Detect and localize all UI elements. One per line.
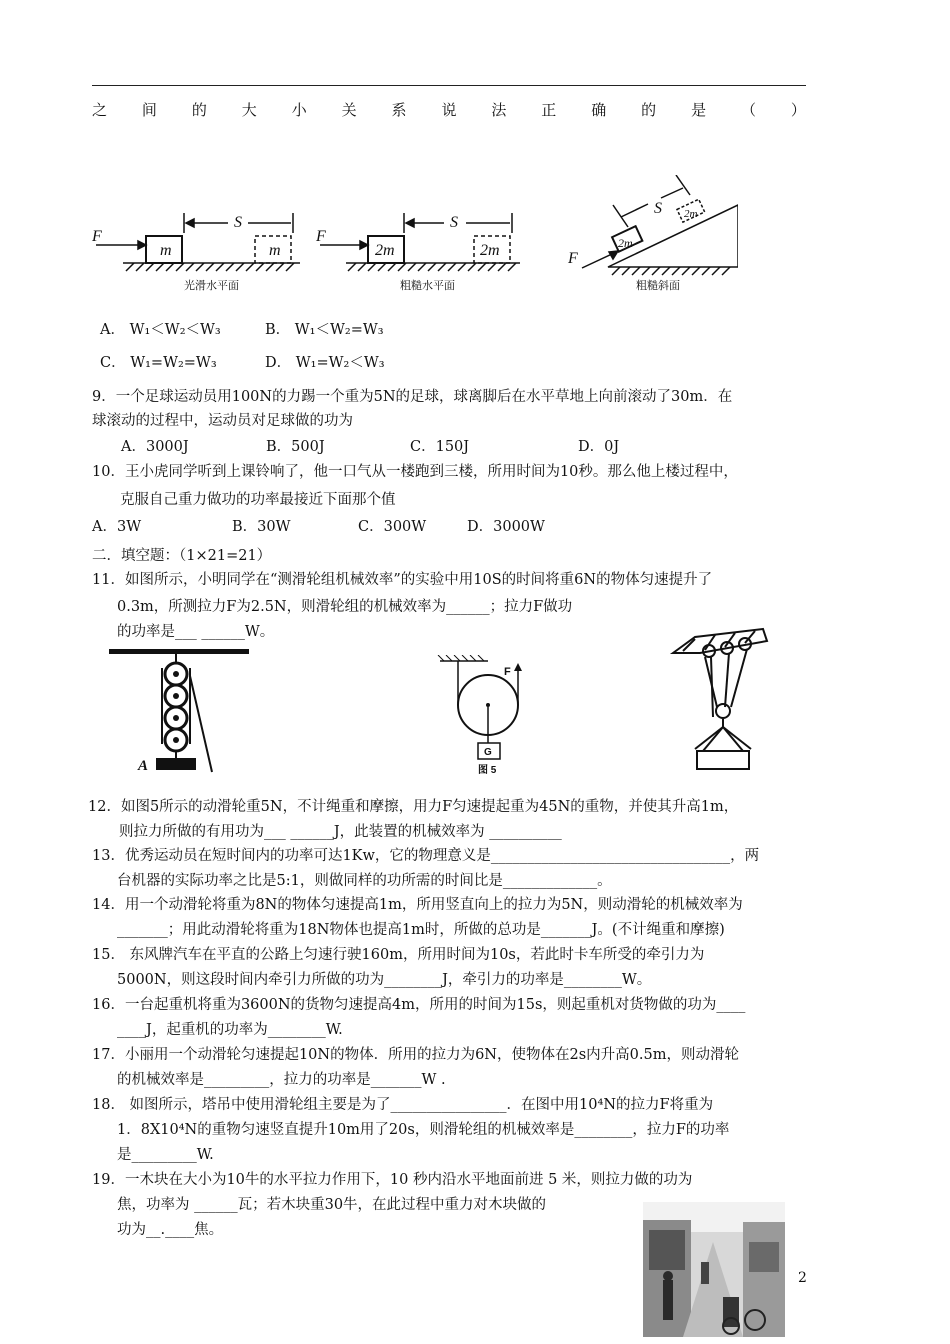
question-8-figure	[88, 175, 738, 295]
q10-option-a: A．3W	[92, 519, 142, 535]
caption-rough: 粗糙水平面	[400, 279, 455, 292]
q18-line-1: 18． 如图所示，塔吊中使用滑轮组主要是为了________________．在图中用10⁴N的拉力F将重为	[92, 1097, 714, 1113]
q19-line-2: 焦，功率为 ______瓦；若木块重30牛，在此过程中重力对木块做的	[117, 1197, 547, 1213]
caption-incline: 粗糙斜面	[636, 279, 680, 292]
q13-line-1: 13．优秀运动员在短时间内的功率可达1Kw，它的物理意义是_________________________________，两	[92, 848, 760, 864]
force-label: F	[92, 228, 102, 245]
q16-line-2: ____J，起重机的功率为________W.	[117, 1022, 343, 1038]
q13-line-2: 台机器的实际功率之比是5:1，则做同样的功所需的时间比是_____________。	[117, 873, 612, 889]
distance-label: S	[234, 214, 242, 231]
q11-line-1: 11．如图所示，小明同学在“测滑轮组机械效率”的实验中用10S的时间将重6N的物体匀速提升了	[92, 572, 713, 588]
q8-option-c: C． W₁=W₂=W₃	[100, 355, 217, 371]
q11-line-3: 的功率是___ ______W。	[117, 624, 275, 640]
force-label-3: F	[568, 250, 578, 267]
q15-line-2: 5000N，则这段时间内牵引力所做的功为________J，牵引力的功率是________W。	[117, 972, 652, 988]
distance-label-3: S	[654, 200, 662, 217]
q9-option-a: A．3000J	[121, 439, 189, 455]
section-2-heading: 二．填空题：（1×21=21）	[92, 548, 272, 564]
street-photo	[643, 1202, 785, 1337]
question-8-continuation: 之 间 的 大 小 关 系 说 法 正 确 的 是 （ ）	[92, 101, 806, 119]
q8-option-a: A． W₁＜W₂＜W₃	[100, 322, 221, 338]
q9-line-1: 9．一个足球运动员用100N的力踢一个重为5N的足球，球离脚后在水平草地上向前滚动了30m．在	[92, 389, 733, 405]
figure-5-movable-pulley	[434, 655, 554, 775]
header-rule	[92, 85, 806, 86]
mass-label: m	[160, 242, 172, 259]
q19-line-3: 功为__.____焦。	[117, 1222, 224, 1238]
q11-line-2: 0.3m，所测拉力F为2.5N，则滑轮组的机械效率为______；拉力F做功	[117, 599, 573, 615]
q19-line-1: 19．一木块在大小为10牛的水平拉力作用下，10 秒内沿水平地面前进 5 米，则拉力做的功为	[92, 1172, 693, 1188]
page-number: 2	[798, 1270, 807, 1286]
distance-label-2: S	[450, 214, 458, 231]
q9-option-d: D．0J	[578, 439, 620, 455]
tower-crane-pulley-figure	[665, 627, 775, 777]
q18-line-3: 是_________W.	[117, 1147, 214, 1163]
q16-line-1: 16．一台起重机将重为3600N的货物匀速提高4m，所用的时间为15s，则起重机对货物做的功为____	[92, 997, 746, 1013]
q14-line-2: _______；用此动滑轮将重为18N物体也提高1m时，所做的总功是_______J。(不计绳重和摩擦)	[117, 922, 725, 938]
q10-option-b: B．30W	[232, 519, 291, 535]
q10-option-c: C．300W	[358, 519, 427, 535]
q12-line-1: 12．如图5所示的动滑轮重5N，不计绳重和摩擦，用力F匀速提起重为45N的重物，并使其升高1m，	[88, 799, 739, 815]
q9-option-c: C．150J	[410, 439, 470, 455]
weight-g-label: G	[484, 747, 492, 758]
force-f-label: F	[504, 666, 511, 678]
mass-label-2: 2m	[375, 242, 395, 259]
figure-5-caption: 图 5	[478, 765, 497, 775]
pulley-block-figure	[104, 646, 254, 776]
q18-line-2: 1．8X10⁴N的重物匀速竖直提升10m用了20s，则滑轮组的机械效率是________，拉力F的功率	[117, 1122, 730, 1138]
mass-label-2-dashed: 2m	[480, 242, 500, 259]
q17-line-1: 17．小丽用一个动滑轮匀速提起10N的物体．所用的拉力为6N，使物体在2s内升高0.5m，则动滑轮	[92, 1047, 739, 1063]
q15-line-1: 15． 东风牌汽车在平直的公路上匀速行驶160m，所用时间为10s，若此时卡车所受的牵引力为	[92, 947, 705, 963]
q14-line-1: 14．用一个动滑轮将重为8N的物体匀速提高1m，所用竖直向上的拉力为5N，则动滑轮的机械效率为	[92, 897, 743, 913]
mass-label-dashed: m	[269, 242, 281, 259]
weight-label-a: A	[138, 758, 149, 774]
q8-option-b: B． W₁＜W₂=W₃	[265, 322, 384, 338]
q10-line-1: 10．王小虎同学听到上课铃响了，他一口气从一楼跑到三楼，所用时间为10秒。那么他上楼过程中，	[92, 464, 738, 480]
q10-option-d: D．3000W	[467, 519, 545, 535]
mass-label-3: 2m	[618, 236, 633, 250]
force-label-2: F	[316, 228, 326, 245]
q12-line-2: 则拉力所做的有用功为___ ______J，此装置的机械效率为 __________	[119, 824, 562, 840]
q8-option-d: D． W₁=W₂＜W₃	[265, 355, 385, 371]
mass-label-3-dashed: 2m	[684, 208, 698, 220]
q9-option-b: B．500J	[266, 439, 325, 455]
q10-line-2: 克服自己重力做功的功率最接近下面那个值	[120, 492, 396, 508]
q17-line-2: 的机械效率是_________，拉力的功率是_______W .	[117, 1072, 446, 1088]
caption-smooth: 光滑水平面	[184, 279, 239, 292]
q9-line-2: 球滚动的过程中，运动员对足球做的功为	[92, 413, 353, 429]
